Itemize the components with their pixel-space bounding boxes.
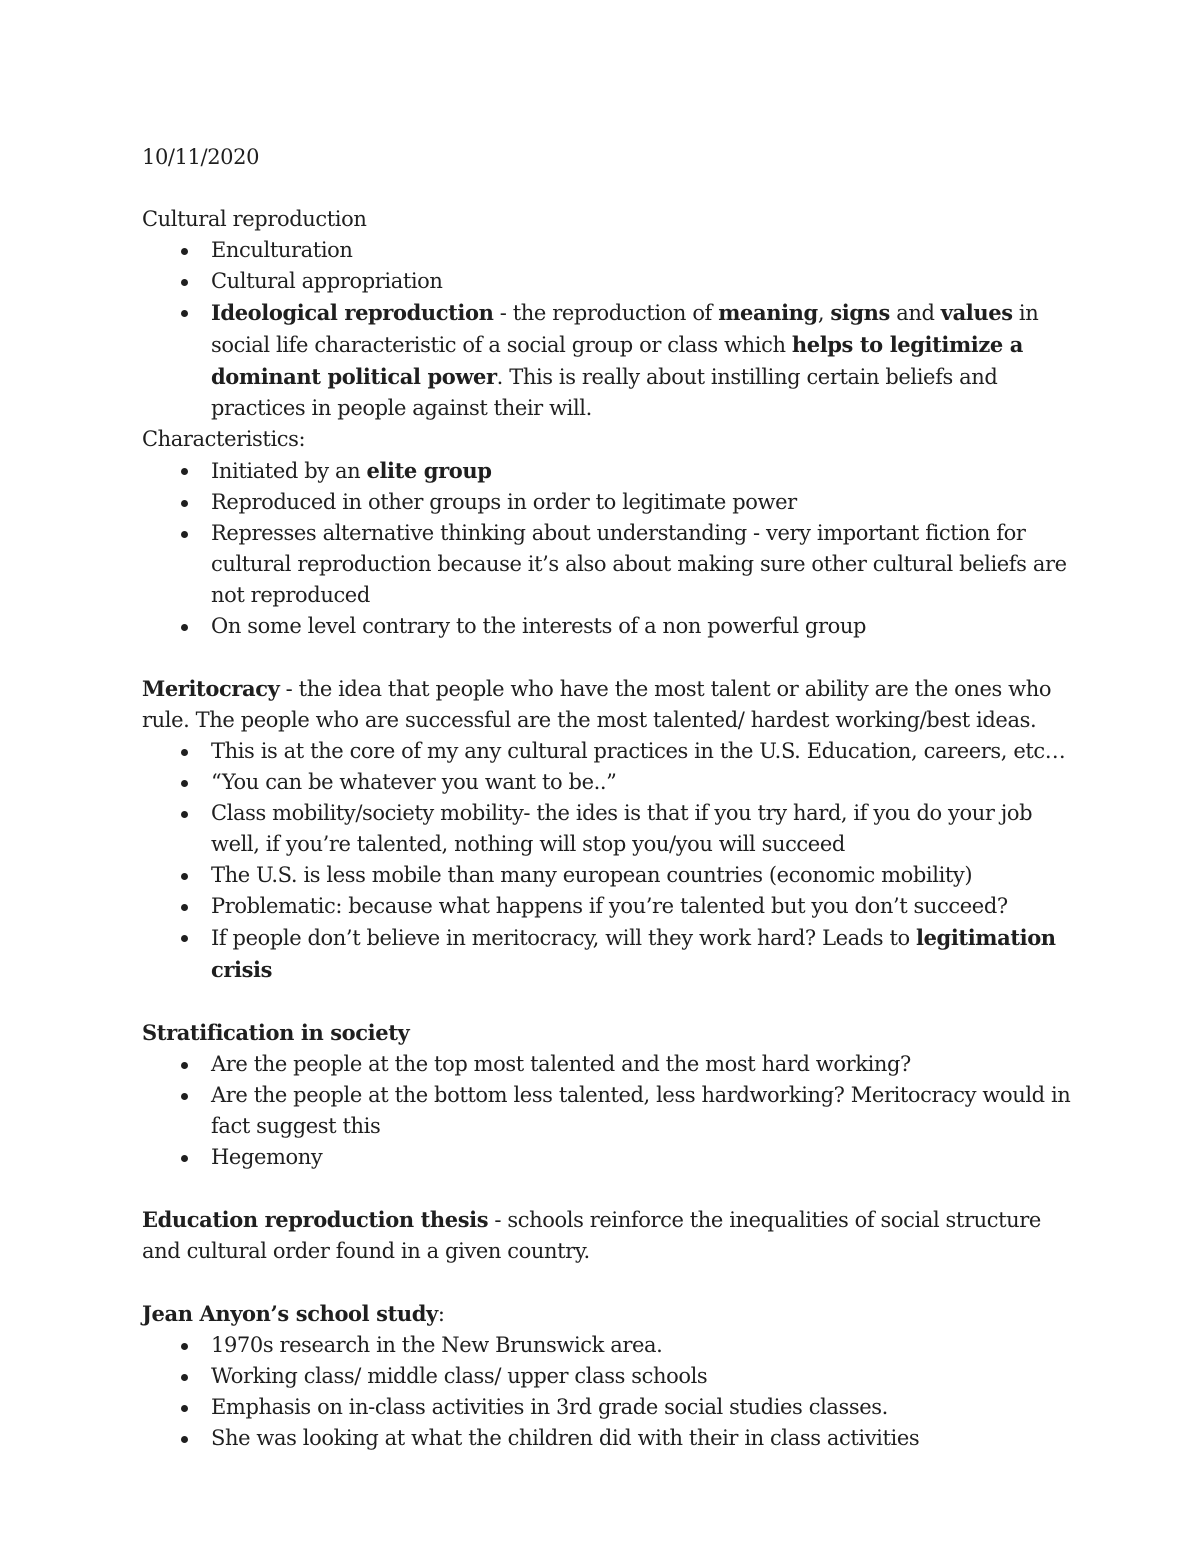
list-item: The U.S. is less mobile than many european countries (economic mobility) (142, 860, 1072, 891)
document-page (142, 142, 1072, 1454)
list-item: Enculturation (142, 235, 1072, 266)
text-run: If people don’t believe in meritocracy, will they work hard? Leads to (211, 926, 917, 950)
list-item: “You can be whatever you want to be..” (142, 767, 1072, 798)
list-item: Problematic: because what happens if you’re talented but you don’t succeed? (142, 891, 1072, 922)
bold-term: signs (830, 300, 890, 325)
education-reproduction-definition (142, 1204, 1072, 1267)
list-item-ideological-reproduction (142, 297, 1072, 424)
list-item: Are the people at the bottom less talented, less hardworking? Meritocracy would in fact suggest this (142, 1080, 1072, 1142)
spacer (142, 642, 1072, 673)
characteristics-list (142, 455, 1072, 642)
stratification-heading (142, 1017, 1072, 1049)
ideological-reproduction-term: Ideological reproduction (211, 300, 494, 325)
meritocracy-definition (142, 673, 1072, 736)
meritocracy-term: Meritocracy (142, 676, 280, 701)
list-item: She was looking at what the children did with their in class activities (142, 1423, 1072, 1454)
cultural-reproduction-heading: Cultural reproduction (142, 207, 367, 231)
text-run: - the idea that people who have the most talent or ability are the ones who rule. The people who are successful are the most talented/ hardest working/best ideas. (142, 677, 1052, 732)
meritocracy-list (142, 736, 1072, 986)
text-run: Initiated by an (211, 459, 367, 483)
list-item: Hegemony (142, 1142, 1072, 1173)
list-item: Reproduced in other groups in order to legitimate power (142, 487, 1072, 518)
text-run: . This is really about instilling certain beliefs and practices in people against their will. (211, 365, 998, 420)
list-item: Represses alternative thinking about understanding - very important fiction for cultural reproduction because it’s also about making sure other cultural beliefs are not reproduced (142, 518, 1072, 611)
list-item: Working class/ middle class/ upper class schools (142, 1361, 1072, 1392)
bold-term: elite group (366, 458, 492, 483)
list-item: Class mobility/society mobility- the ides is that if you try hard, if you do your job well, if you’re talented, nothing will stop you/you will succeed (142, 798, 1072, 860)
list-item: Emphasis on in-class activities in 3rd grade social studies classes. (142, 1392, 1072, 1423)
note-date: 10/11/2020 (142, 145, 260, 169)
text-run: : (437, 1302, 445, 1326)
anyon-study-heading (142, 1298, 1072, 1330)
characteristics-heading: Characteristics: (142, 427, 306, 451)
spacer (142, 173, 1072, 204)
text-run: - the reproduction of (493, 301, 719, 325)
stratification-list (142, 1049, 1072, 1173)
list-item (142, 455, 1072, 487)
bold-term: meaning (718, 300, 818, 325)
spacer (142, 986, 1072, 1017)
bold-term: Stratification in society (142, 1020, 410, 1045)
text-run: - schools reinforce the inequalities of social structure and cultural order found in a given country. (142, 1208, 1041, 1263)
text-run: and (889, 301, 941, 325)
bold-term: Jean Anyon’s school study (142, 1301, 438, 1326)
spacer (142, 1267, 1072, 1298)
cultural-reproduction-list (142, 235, 1072, 424)
bold-term: legitimation crisis (211, 925, 1056, 982)
list-item: On some level contrary to the interests of a non powerful group (142, 611, 1072, 642)
anyon-study-list (142, 1330, 1072, 1454)
bold-term: helps to legitimize a dominant political power (211, 332, 1023, 389)
text-run: , (817, 301, 831, 325)
education-term: Education reproduction thesis (142, 1207, 489, 1232)
list-item: 1970s research in the New Brunswick area. (142, 1330, 1072, 1361)
text-run: in social life characteristic of a social group or class which (211, 301, 1039, 357)
bold-term: values (940, 300, 1013, 325)
list-item: Cultural appropriation (142, 266, 1072, 297)
list-item: This is at the core of my any cultural practices in the U.S. Education, careers, etc… (142, 736, 1072, 767)
spacer (142, 1173, 1072, 1204)
list-item: Are the people at the top most talented and the most hard working? (142, 1049, 1072, 1080)
list-item (142, 922, 1072, 986)
